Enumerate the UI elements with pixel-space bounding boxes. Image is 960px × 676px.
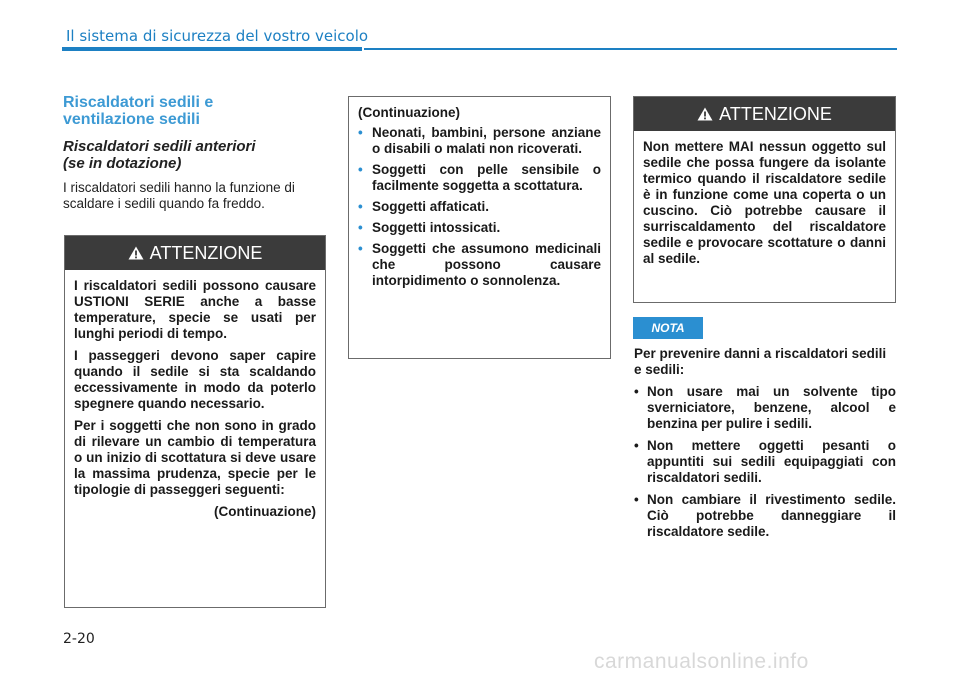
warning-paragraph: Non mettere MAI nessun oggetto sul sedile che possa fungere da isolante termico quando il riscaldatore sedile è in funzione come una coperta o un cuscino. Ciò potrebbe causare il surriscaldamento del riscaldatore sedile e provocare scottature o danni al sedile.: [643, 139, 886, 266]
passenger-list: [358, 125, 601, 289]
warning-heading: ATTENZIONE: [149, 242, 263, 263]
warning-paragraph: Per i soggetti che non sono in grado di rilevare un cambio di temperatura o un inizio di scottatura si deve usare la massima prudenza, specie per le tipologie di passeggeri seguenti:: [74, 418, 316, 497]
note-list: [634, 384, 896, 540]
warning-triangle-icon: [128, 246, 144, 260]
note-badge: NOTA: [633, 317, 703, 339]
chapter-title: Il sistema di sicurezza del vostro veicolo: [66, 27, 369, 45]
list-item: • Neonati, bambini, persone anziane o disabili o malati non ricoverati.: [358, 125, 601, 156]
header-rule-thin: [364, 48, 897, 50]
warning-paragraph: I riscaldatori sedili possono causare USTIONI SERIE anche a basse temperature, specie se usati per lunghi periodi di tempo.: [74, 278, 316, 341]
list-item: • Soggetti intossicati.: [358, 220, 501, 235]
list-item: • Soggetti affaticati.: [358, 199, 490, 214]
intro-paragraph: I riscaldatori sedili hanno la funzione di scaldare i sedili quando fa freddo.: [63, 180, 295, 211]
warning-header: [65, 236, 325, 270]
note-intro: Per prevenire danni a riscaldatori sedili e sedili:: [634, 346, 887, 377]
list-item: • Non usare mai un solvente tipo sverniciatore, benzene, alcool e benzina per pulire i sedili.: [634, 384, 896, 431]
note-section: [634, 346, 896, 546]
warning-heading: ATTENZIONE: [719, 103, 832, 124]
watermark: carmanualsonline.info: [594, 650, 809, 673]
continuation-label: (Continuazione): [214, 504, 316, 519]
list-item: • Non cambiare il rivestimento sedile. Ciò potrebbe danneggiare il riscaldatore sedile.: [634, 492, 896, 539]
section-intro: [63, 94, 326, 212]
list-item: • Non mettere oggetti pesanti o appuntiti sui sedili equipaggiati con riscaldatori sedili.: [634, 438, 896, 485]
list-item: • Soggetti con pelle sensibile o facilmente soggetta a scottatura.: [358, 162, 601, 193]
warning-continuation-box: [348, 96, 611, 359]
warning-body: [65, 270, 325, 532]
list-item: • Soggetti che assumono medicinali che possono causare intorpidimento o sonnolenza.: [358, 241, 601, 288]
warning-body: [634, 131, 895, 279]
section-title: Riscaldatori sedili e ventilazione sedili: [63, 94, 214, 128]
section-subtitle: Riscaldatori sedili anteriori (se in dotazione): [63, 138, 256, 172]
warning-triangle-icon: [697, 107, 713, 121]
warning-header: [634, 97, 895, 131]
header-rule: [62, 47, 362, 51]
warning-box-burns: [64, 235, 326, 608]
page-number: 2-20: [63, 631, 95, 647]
warning-box-insulation: [633, 96, 896, 303]
continuation-label: (Continuazione): [358, 105, 460, 120]
warning-body: [349, 97, 610, 300]
warning-paragraph: I passeggeri devono saper capire quando il sedile si sta scaldando eccessivamente in modo da poterlo spegnere quando necessario.: [74, 348, 316, 411]
